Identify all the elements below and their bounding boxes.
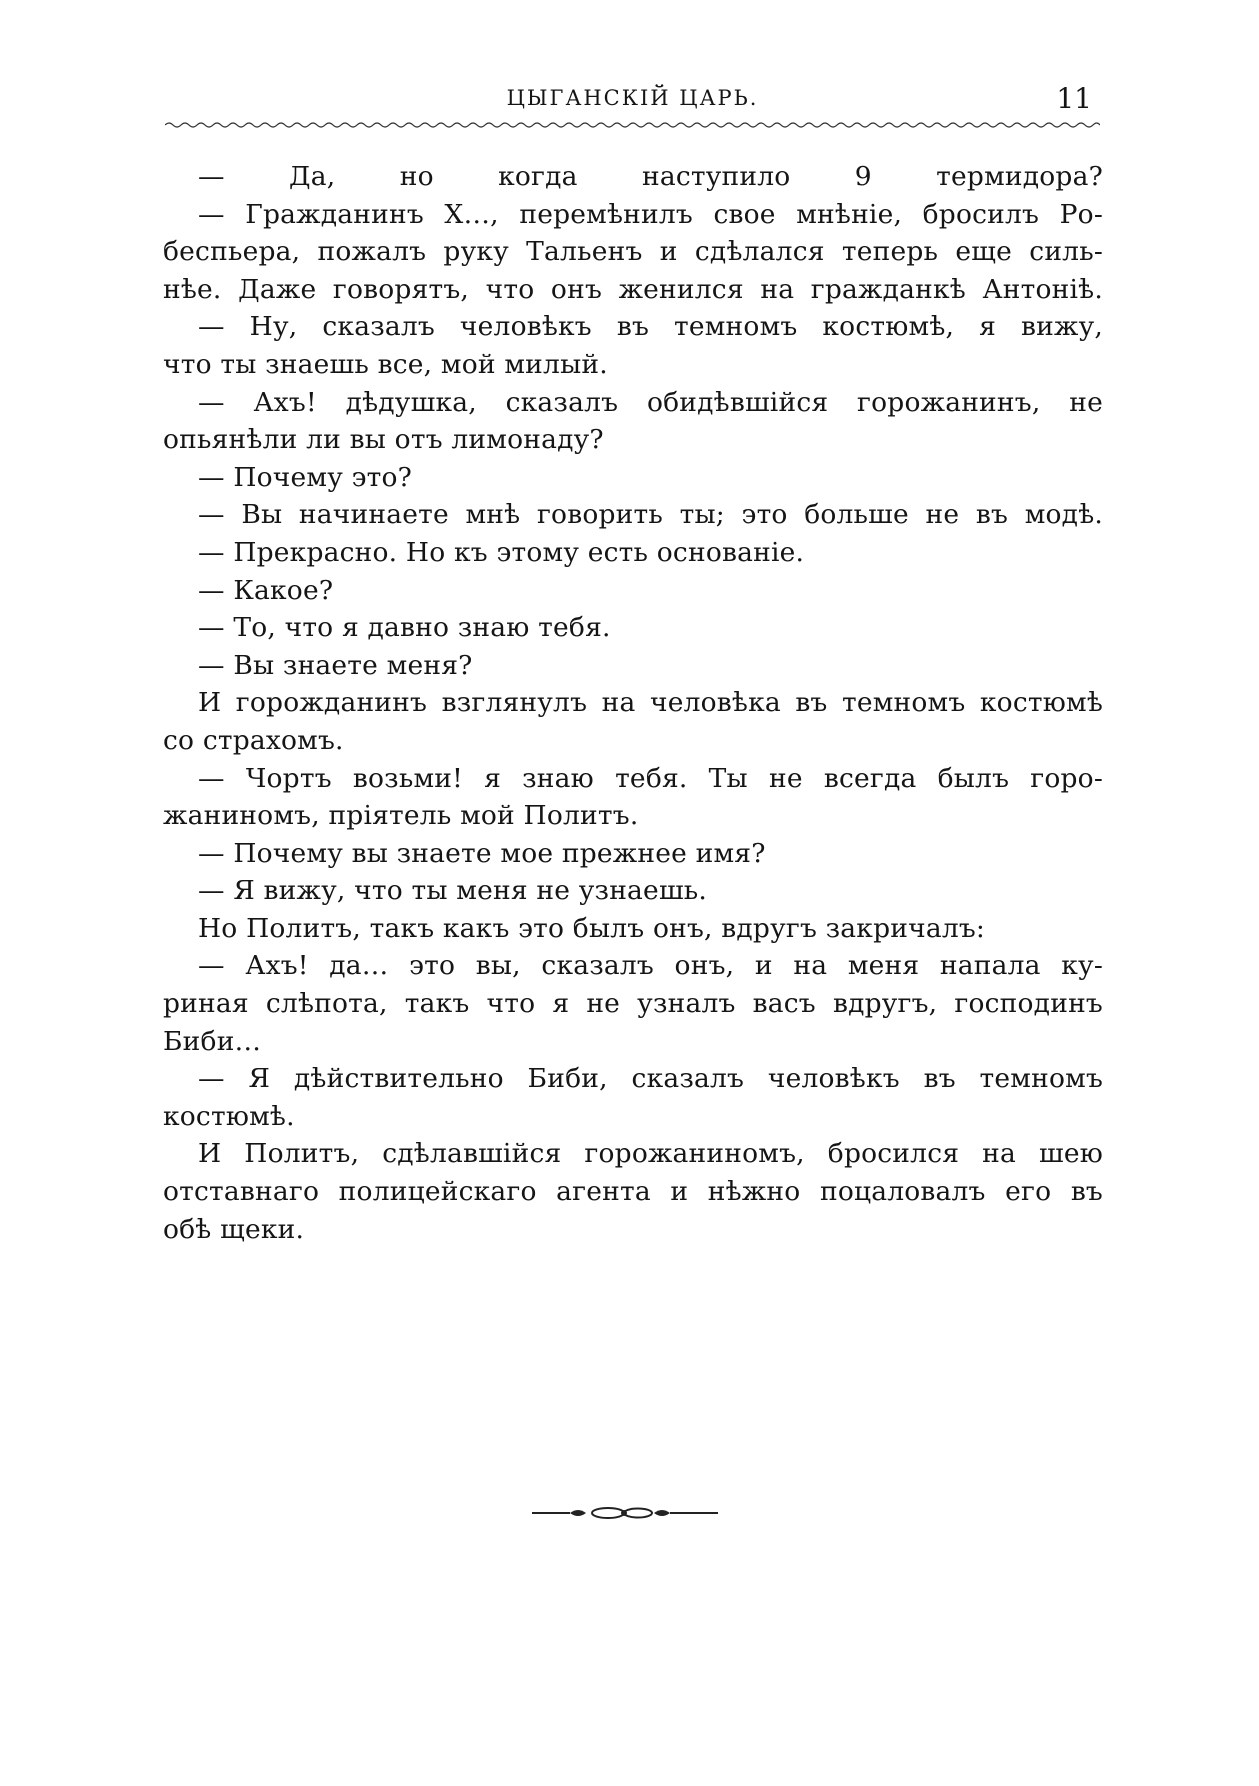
text-line: опьянѣли ли вы отъ лимонаду? [163,424,604,456]
text-line: — Чортъ возьми! я знаю тебя. Ты не всегда былъ горо- [198,762,1103,794]
text-line: Биби… [163,1025,262,1057]
text-line: Но Политъ, такъ какъ это былъ онъ, вдругъ закричалъ: [198,912,986,944]
text-line: — Почему это? [198,461,413,493]
text-line: — Да, но когда наступило 9 термидора? [198,161,1103,192]
text-line: что ты знаешь все, мой милый. [163,348,608,380]
end-ornament [530,1505,720,1521]
text-line: — Ахъ! да… это вы, сказалъ онъ, и на меня напала ку- [198,950,1103,982]
header-wavy-rule [165,120,1100,130]
text-line: костюмѣ. [163,1100,295,1132]
text-line: беспьера, пожалъ руку Тальенъ и сдѣлался теперь еще силь- [163,236,1103,268]
body-text [163,158,1103,1248]
text-line: отставнаго полицейскаго агента и нѣжно поцаловалъ его въ [163,1176,1103,1208]
text-line: И Политъ, сдѣлавшійся горожаниномъ, бросился на шею [198,1138,1103,1170]
text-line: — Почему вы знаете мое прежнее имя? [198,837,766,869]
text-line: — Вы начинаете мнѣ говорить ты; это больше не въ модѣ. [198,499,1103,531]
text-line: обѣ щеки. [163,1213,305,1245]
text-line: нѣе. Даже говорятъ, что онъ женился на гражданкѣ Антоніѣ. [163,273,1103,305]
text-line: — Прекрасно. Но къ этому есть основаніе. [198,536,805,568]
text-line: И горожданинъ взглянулъ на человѣка въ темномъ костюмѣ [198,687,1103,719]
text-line: — Я вижу, что ты меня не узнаешь. [198,875,708,907]
page-number: 11 [1056,82,1092,115]
text-line: — Ахъ! дѣдушка, сказалъ обидѣвшійся горожанинъ, не [198,386,1103,418]
running-head [165,82,1100,122]
text-line: — Вы знаете меня? [198,649,473,681]
text-line: жаниномъ, пріятель мой Политъ. [163,800,639,832]
text-line: — Какое? [198,574,334,606]
text-line: — Ну, сказалъ человѣкъ въ темномъ костюмѣ, я вижу, [198,311,1103,343]
text-line: — Я дѣйствительно Биби, сказалъ человѣкъ въ темномъ [198,1063,1103,1095]
running-title: ЦЫГАНСКІЙ ЦАРЬ. [506,86,759,110]
text-line: со страхомъ. [163,724,344,756]
text-line: риная слѣпота, такъ что я не узналъ васъ вдругъ, господинъ [163,988,1103,1020]
text-line: — То, что я давно знаю тебя. [198,612,611,644]
text-line: — Гражданинъ X…, перемѣнилъ свое мнѣніе, бросилъ Ро- [198,198,1103,230]
